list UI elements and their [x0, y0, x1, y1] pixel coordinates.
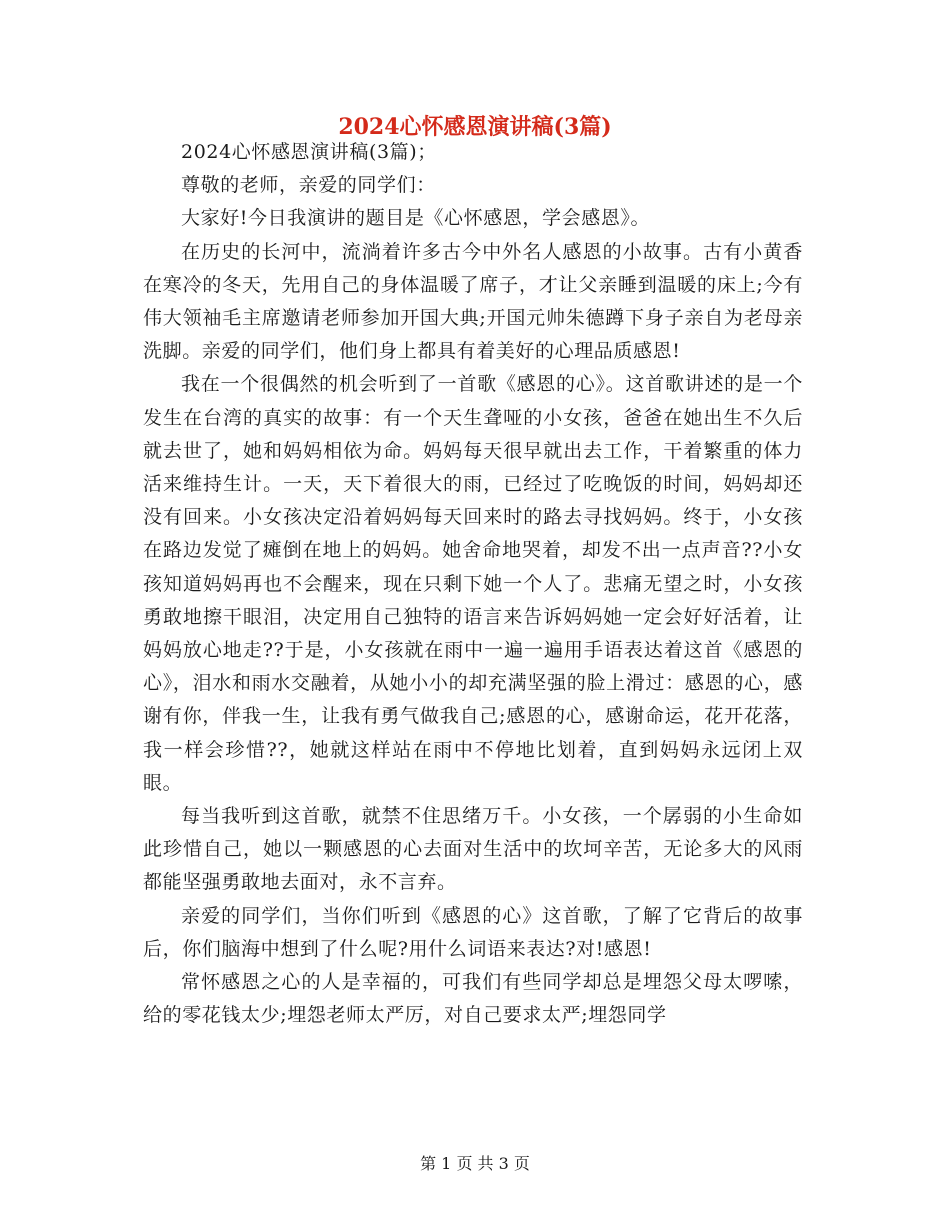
- page-footer: 第 1 页 共 3 页: [420, 1154, 530, 1173]
- paragraph-complaints: 常怀感恩之心的人是幸福的，可我们有些同学却总是埋怨父母太啰嗦，给的零花钱太少;埋怨老师太严厉，对自己要求太严;埋怨同学: [143, 971, 803, 1027]
- paragraph-question: 亲爱的同学们，当你们听到《感恩的心》这首歌，了解了它背后的故事后，你们脑海中想到了什么呢?用什么词语来表达?对!感恩!: [143, 904, 803, 960]
- paragraph-reflection: 每当我听到这首歌，就禁不住思绪万千。小女孩，一个孱弱的小生命如此珍惜自己，她以一颗感恩的心去面对生活中的坎坷辛苦，无论多大的风雨都能坚强勇敢地去面对，永不言弃。: [143, 805, 803, 894]
- paragraph-greeting: 大家好!今日我演讲的题目是《心怀感恩，学会感恩》。: [181, 207, 651, 230]
- document-body: [143, 136, 803, 1032]
- paragraph-history: 在历史的长河中，流淌着许多古今中外名人感恩的小故事。古有小黄香在寒冷的冬天，先用自己的身体温暖了席子，才让父亲睡到温暖的床上;今有伟大领袖毛主席邀请老师参加开国大典;开国元帅朱德蹲下身子亲自为老母亲洗脚。亲爱的同学们，他们身上都具有着美好的心理品质感恩!: [143, 240, 803, 363]
- paragraph-salutation: 尊敬的老师，亲爱的同学们：: [181, 174, 436, 197]
- document-title: 2024心怀感恩演讲稿(3篇): [338, 114, 612, 140]
- paragraph-story: 我在一个很偶然的机会听到了一首歌《感恩的心》。这首歌讲述的是一个发生在台湾的真实的故事：有一个天生聋哑的小女孩，爸爸在她出生不久后就去世了，她和妈妈相依为命。妈妈每天很早就出去工作，干着繁重的体力活来维持生计。一天，天下着很大的雨，已经过了吃晚饭的时间，妈妈却还没有回来。小女孩决定沿着妈妈每天回来时的路去寻找妈妈。终于，小女孩在路边发觉了瘫倒在地上的妈妈。她舍命地哭着，却发不出一点声音??小女孩知道妈妈再也不会醒来，现在只剩下她一个人了。悲痛无望之时，小女孩勇敢地擦干眼泪，决定用自己独特的语言来告诉妈妈她一定会好好活着，让妈妈放心地走??于是，小女孩就在雨中一遍一遍用手语表达着这首《感恩的心》，泪水和雨水交融着，从她小小的却充满坚强的脸上滑过：感恩的心，感谢有你，伴我一生，让我有勇气做我自己;感恩的心，感谢命运，花开花落，我一样会珍惜??，她就这样站在雨中不停地比划着，直到妈妈永远闭上双眼。: [143, 373, 803, 794]
- paragraph-subtitle: 2024心怀感恩演讲稿(3篇)；: [181, 141, 437, 163]
